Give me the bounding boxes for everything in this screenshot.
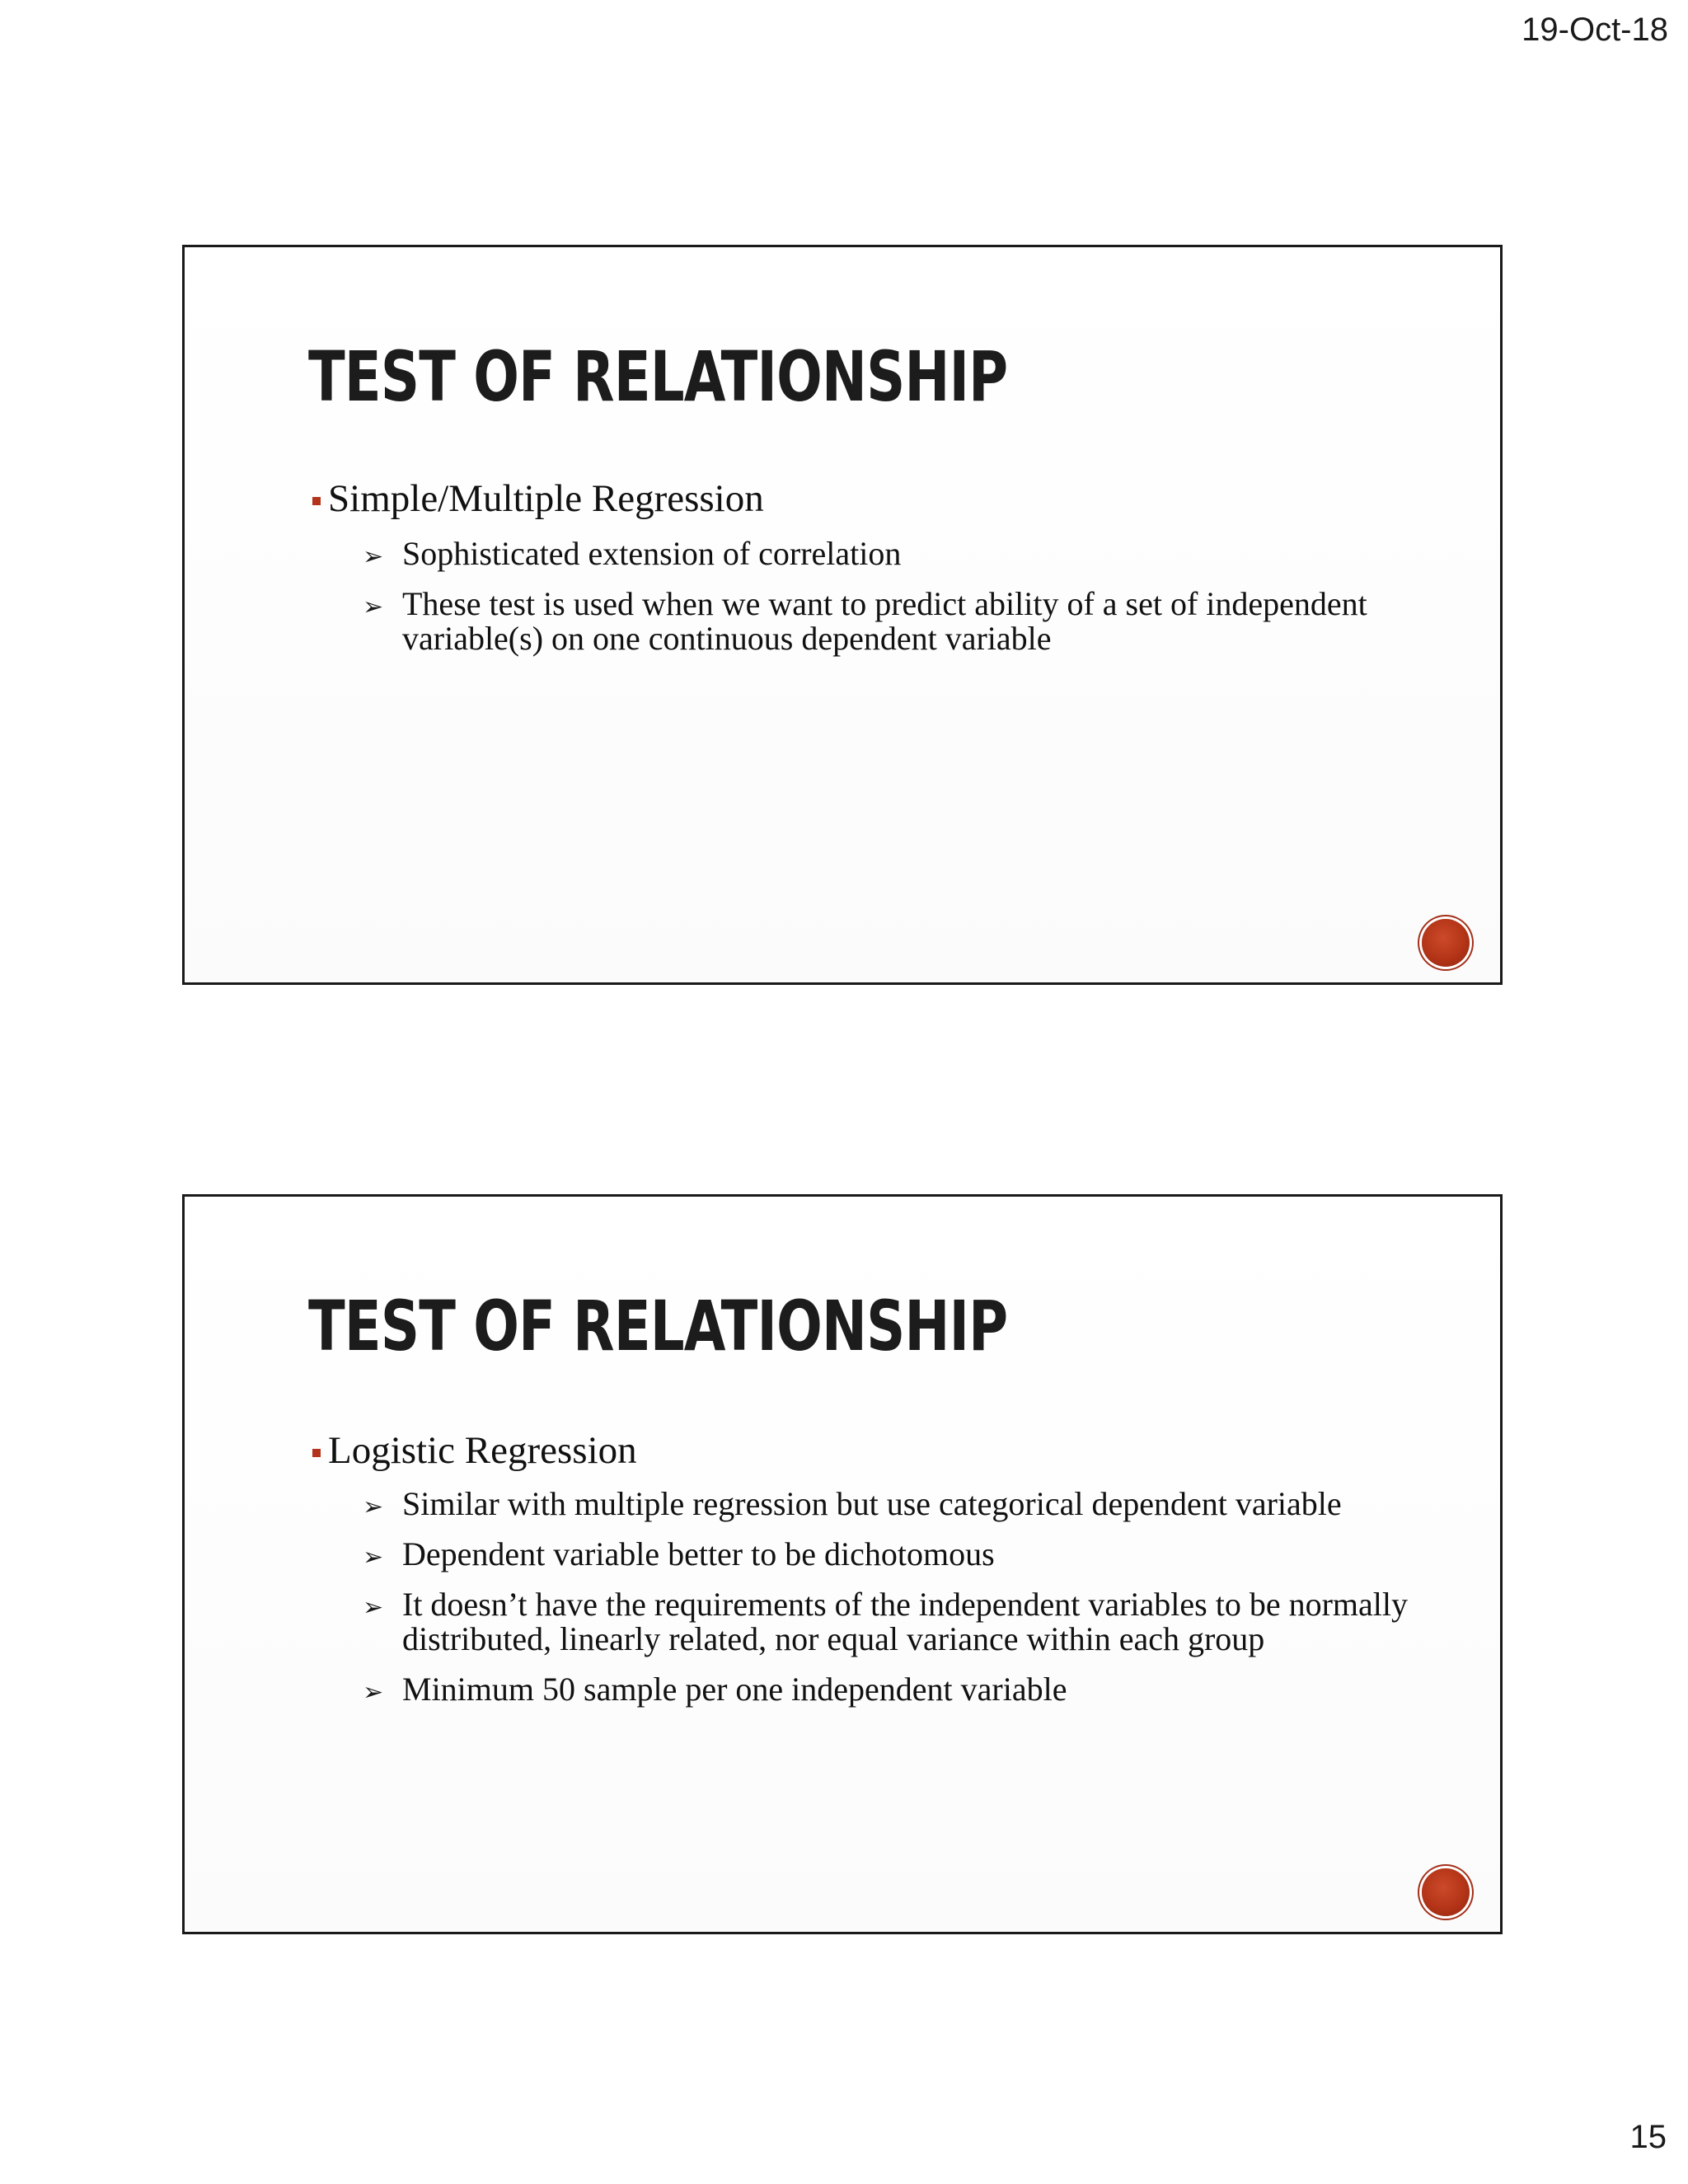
- main-bullet: [312, 478, 764, 521]
- main-bullet: [312, 1430, 637, 1473]
- sub-bullet: [346, 1672, 1418, 1707]
- arrowhead-bullet-icon: ➢: [363, 542, 384, 571]
- sub-bullet-text: Minimum 50 sample per one independent variable: [402, 1671, 1067, 1708]
- square-bullet-icon: [312, 1449, 321, 1457]
- arrowhead-bullet-icon: ➢: [363, 1493, 384, 1521]
- slide-2: [182, 1194, 1503, 1934]
- sub-bullet-list: [346, 1487, 1418, 1722]
- page-number: 15: [1629, 2119, 1667, 2155]
- page-date: 19-Oct-18: [1522, 12, 1668, 48]
- sub-bullet: [346, 587, 1418, 656]
- red-circle-icon: [1422, 1868, 1470, 1916]
- red-circle-icon: [1422, 919, 1470, 967]
- sub-bullet: [346, 1587, 1418, 1657]
- sub-bullet: [346, 1487, 1418, 1521]
- main-bullet-text: Simple/Multiple Regression: [328, 477, 764, 520]
- arrowhead-bullet-icon: ➢: [363, 1543, 384, 1572]
- sub-bullet-text: These test is used when we want to predict ability of a set of independent variable(s) on one continuous dependent variable: [402, 585, 1367, 657]
- sub-bullet: [346, 537, 1418, 571]
- arrowhead-bullet-icon: ➢: [363, 1678, 384, 1707]
- sub-bullet-text: Similar with multiple regression but use categorical dependent variable: [402, 1485, 1342, 1522]
- arrowhead-bullet-icon: ➢: [363, 593, 384, 621]
- sub-bullet-list: [346, 537, 1418, 672]
- slide-1: [182, 245, 1503, 985]
- arrowhead-bullet-icon: ➢: [363, 1593, 384, 1622]
- main-bullet-text: Logistic Regression: [328, 1429, 637, 1472]
- square-bullet-icon: [312, 497, 321, 505]
- sub-bullet-text: Sophisticated extension of correlation: [402, 535, 902, 572]
- sub-bullet-text: It doesn’t have the requirements of the independent variables to be normally distributed, linearly related, nor equal variance within each group: [402, 1586, 1408, 1657]
- sub-bullet: [346, 1537, 1418, 1572]
- sub-bullet-text: Dependent variable better to be dichotomous: [402, 1535, 995, 1572]
- slide-title: TEST OF RELATIONSHIP: [308, 1286, 1008, 1366]
- slide-title: TEST OF RELATIONSHIP: [308, 336, 1008, 417]
